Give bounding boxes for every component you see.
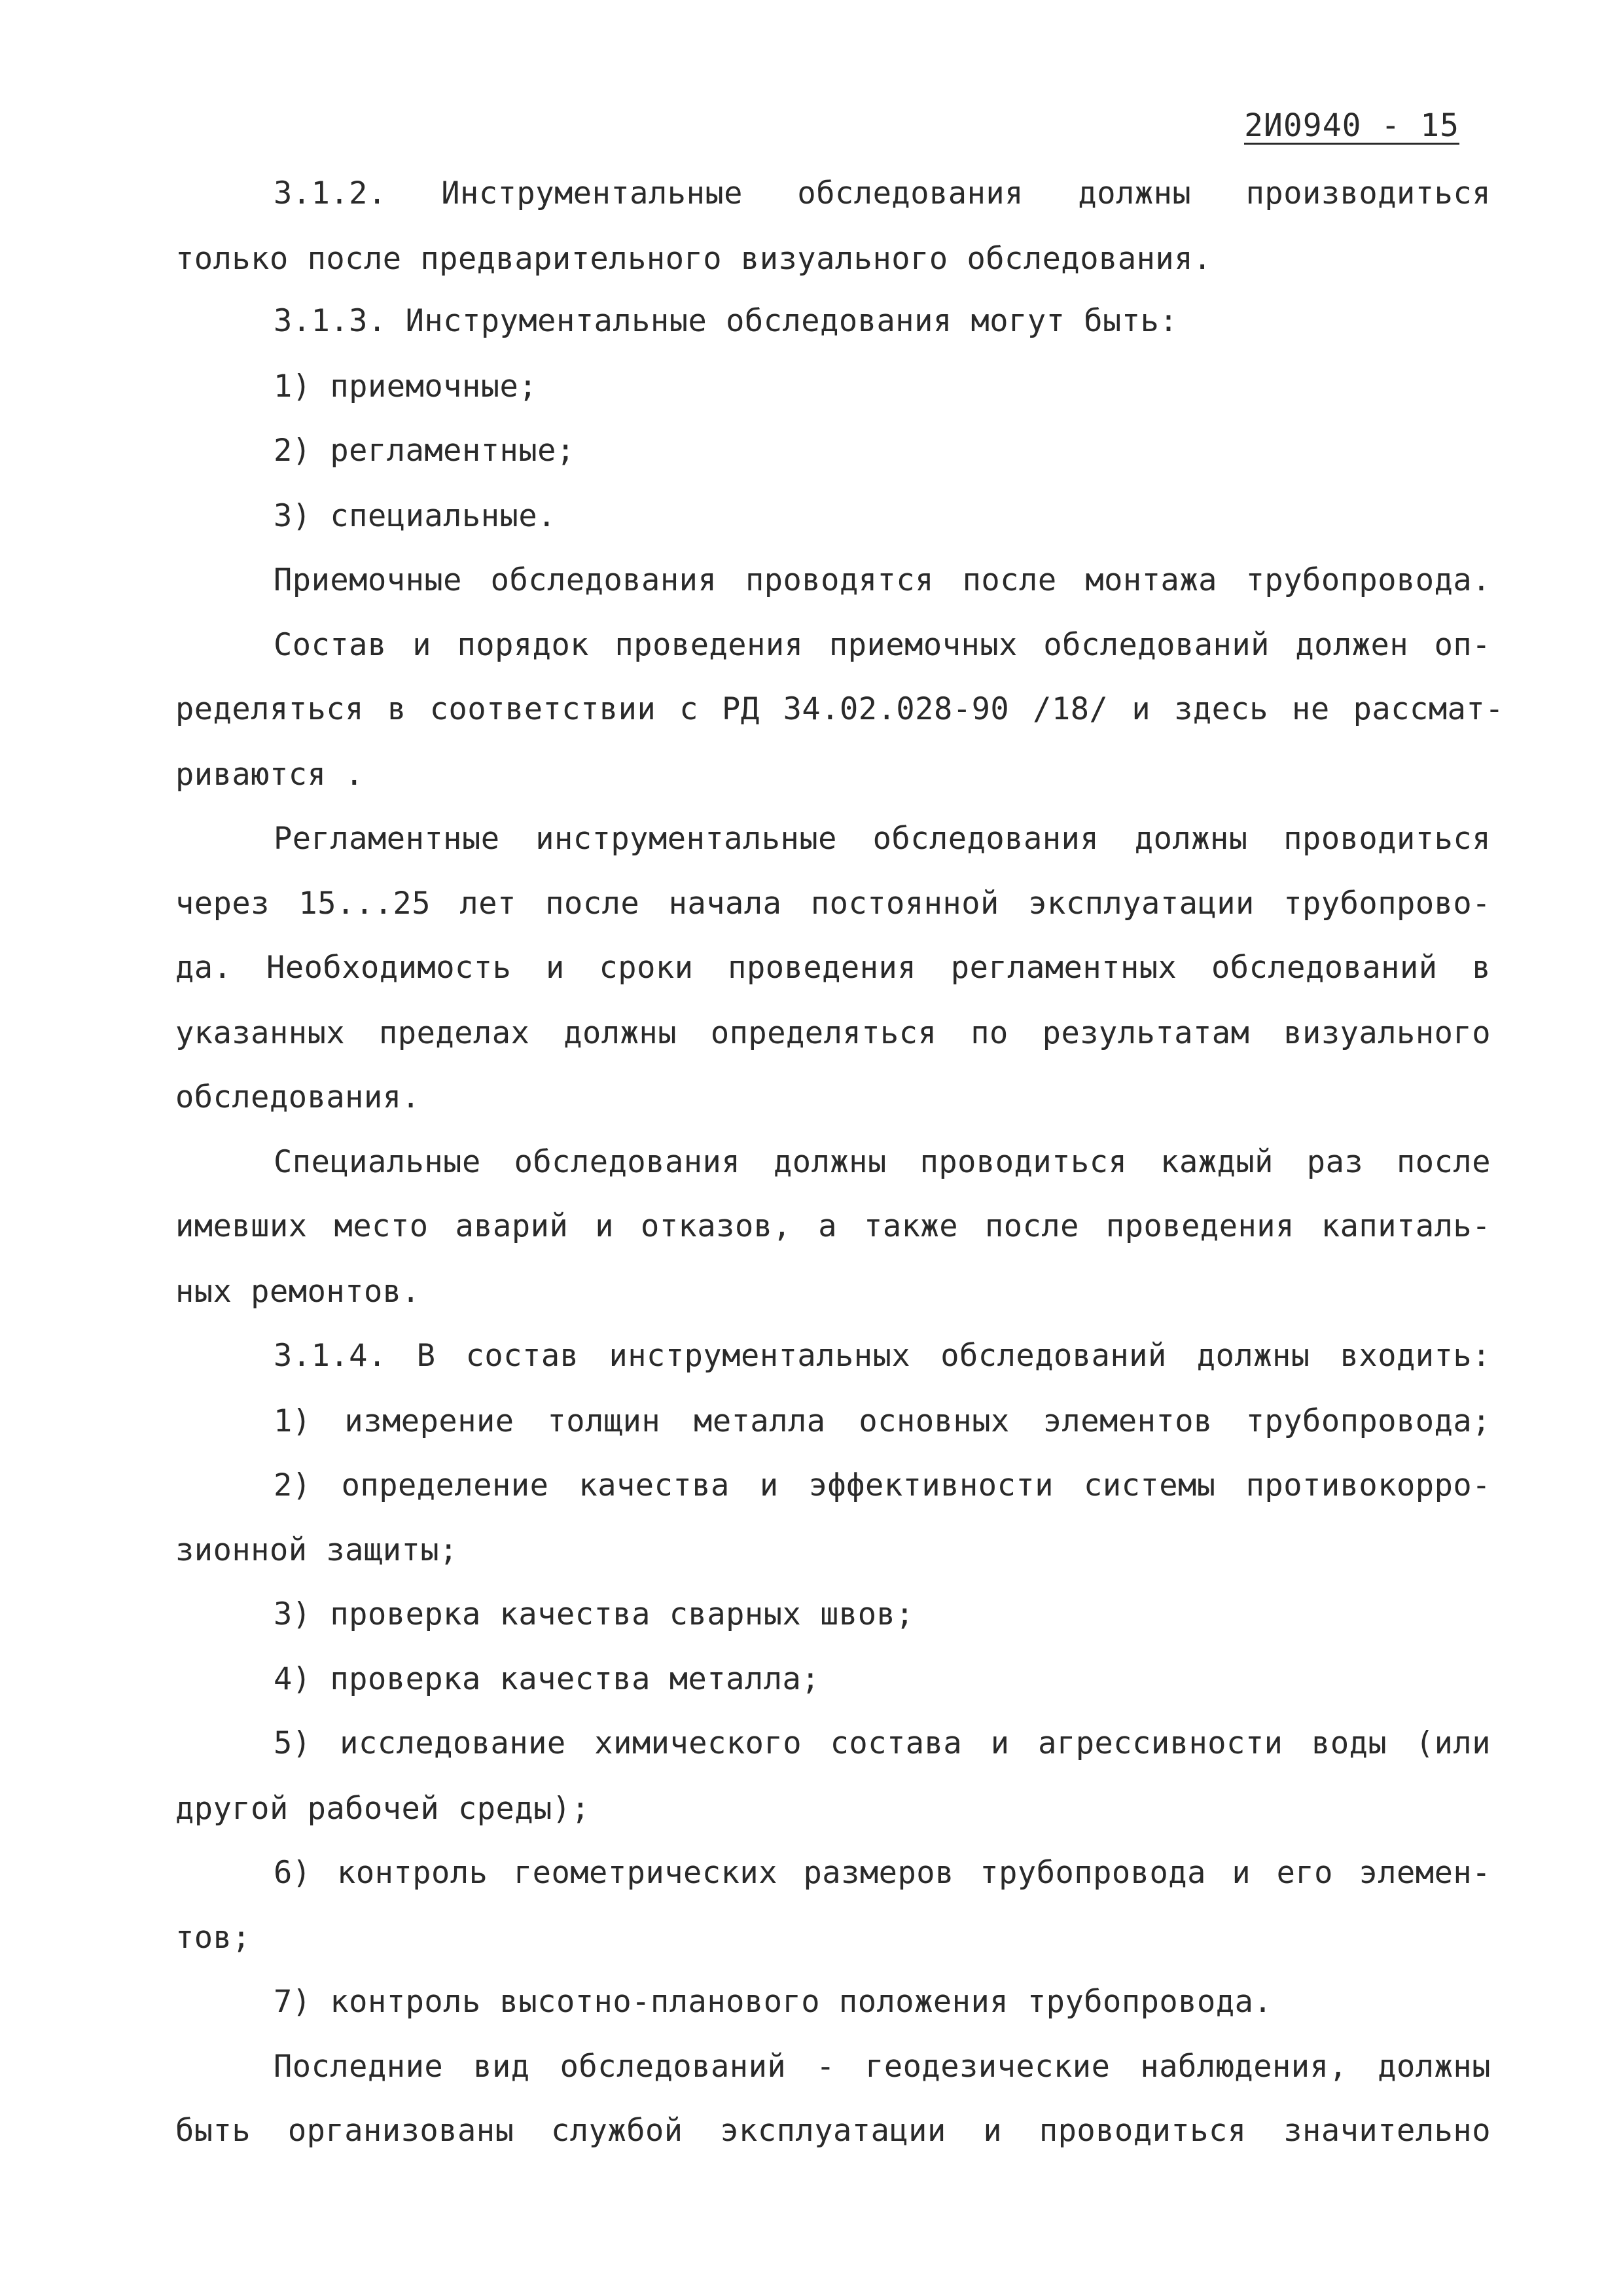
text-line: 5) исследование химического состава и агрессивности воды (или xyxy=(274,1725,1491,1761)
text-line: 1) приемочные; xyxy=(274,368,538,404)
text-line: 1) измерение толщин металла основных элементов трубопровода; xyxy=(274,1403,1491,1439)
text-line: Состав и порядок проведения приемочных обследований должен оп- xyxy=(274,627,1491,663)
text-line: указанных пределах должны определяться по результатам визуального xyxy=(175,1015,1491,1051)
text-line: 2) определение качества и эффективности системы противокорро- xyxy=(274,1467,1491,1503)
text-line: да. Необходимость и сроки проведения регламентных обследований в xyxy=(175,950,1491,986)
text-line: быть организованы службой эксплуатации и проводиться значительно xyxy=(175,2113,1491,2149)
text-line: риваются . xyxy=(175,757,364,793)
text-line: 3.1.4. В состав инструментальных обследований должны входить: xyxy=(274,1338,1491,1374)
text-line: через 15...25 лет после начала постоянной эксплуатации трубопрово- xyxy=(175,886,1491,922)
text-line: 3) специальные. xyxy=(274,498,556,534)
text-line: 6) контроль геометрических размеров трубопровода и его элемен- xyxy=(274,1855,1491,1891)
text-line: 3.1.2. Инструментальные обследования должны производиться xyxy=(274,175,1491,211)
text-line: 7) контроль высотно-планового положения трубопровода. xyxy=(274,1984,1273,2020)
text-line: другой рабочей среды); xyxy=(175,1791,590,1827)
text-line: 2) регламентные; xyxy=(274,433,575,469)
text-line: ных ремонтов. xyxy=(175,1274,421,1310)
text-line: 4) проверка качества металла; xyxy=(274,1661,821,1697)
text-line: 3.1.3. Инструментальные обследования могут быть: xyxy=(274,303,1179,339)
document-code: 2И0940 - 15 xyxy=(1244,107,1459,144)
text-line: Последние вид обследований - геодезические наблюдения, должны xyxy=(274,2049,1491,2085)
text-line: Специальные обследования должны проводиться каждый раз после xyxy=(274,1144,1491,1180)
text-line: Регламентные инструментальные обследования должны проводиться xyxy=(274,821,1491,857)
text-line: Приемочные обследования проводятся после монтажа трубопровода. xyxy=(274,562,1491,598)
text-line: имевших место аварий и отказов, а также после проведения капиталь- xyxy=(175,1208,1491,1244)
text-line: тов; xyxy=(175,1920,251,1956)
text-line: обследования. xyxy=(175,1079,421,1115)
text-line: зионной защиты; xyxy=(175,1532,458,1568)
text-line: ределяться в соответствии с РД 34.02.028-90 /18/ и здесь не рассмат- xyxy=(175,691,1504,727)
text-line: только после предварительного визуального обследования. xyxy=(175,241,1212,277)
text-line: 3) проверка качества сварных швов; xyxy=(274,1596,915,1632)
